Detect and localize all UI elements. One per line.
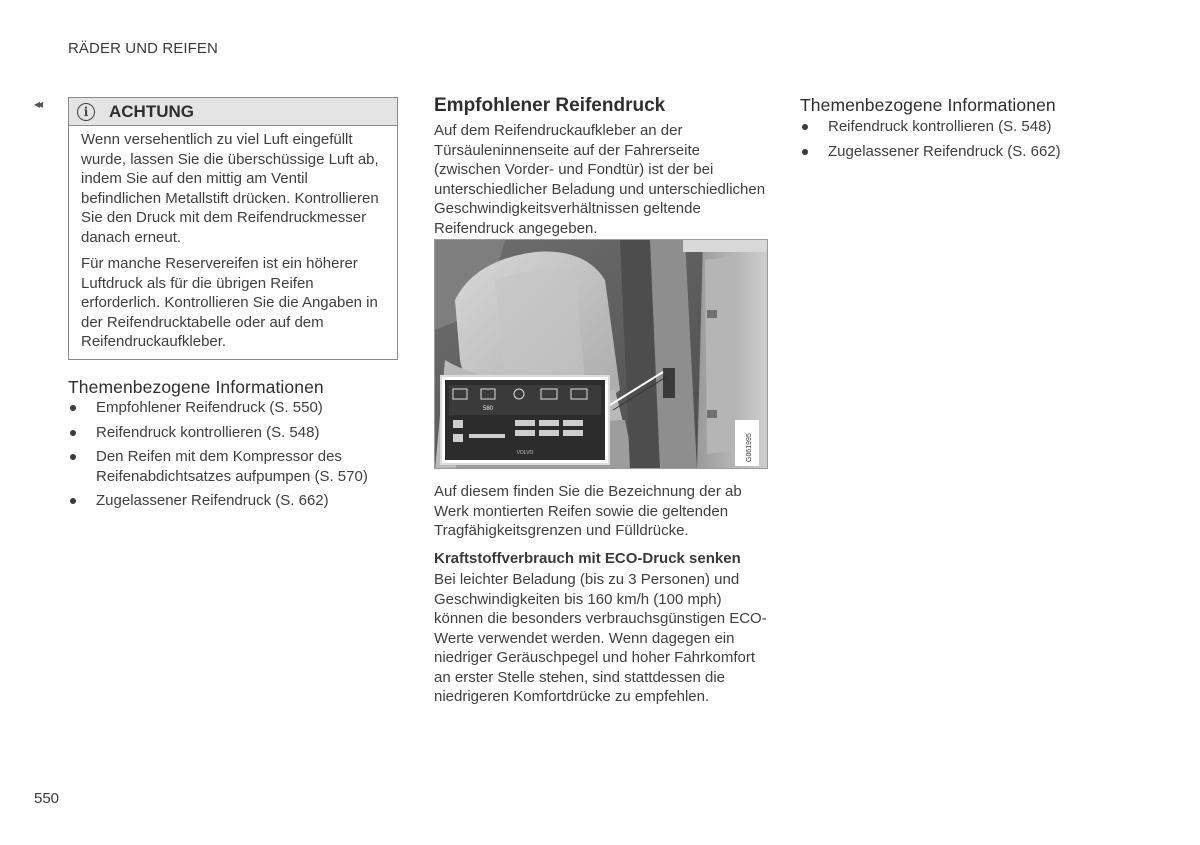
warning-header: [69, 98, 397, 126]
page-header: RÄDER UND REIFEN: [68, 40, 218, 57]
brand-text: VOLVO: [516, 450, 534, 456]
left-related-heading: Themenbezogene Informationen: [68, 377, 324, 397]
page-number: 550: [34, 790, 60, 807]
pillar-sticker-location: [663, 368, 675, 398]
image-code: G061995: [746, 433, 753, 462]
warning-box: [68, 97, 398, 360]
related-link[interactable]: Empfohlener Reifendruck (S. 550): [68, 398, 401, 418]
figure-caption-paragraph: Auf diesem finden Sie die Bezeichnung der ab Werk montierten Reifen sowie die geltenden Tragfähigkeitsgrenzen und Fülldrücke.: [434, 483, 742, 539]
right-related-heading: Themenbezogene Informationen: [800, 95, 1056, 115]
door-pillar-illustration: [435, 240, 768, 469]
warning-body: [69, 126, 397, 352]
section-title: Empfohlener Reifendruck: [434, 95, 666, 116]
related-link[interactable]: Zugelassener Reifendruck (S. 662): [68, 491, 401, 511]
right-related-list: [800, 117, 1130, 166]
left-related-list: [68, 398, 401, 516]
related-link[interactable]: Reifendruck kontrollieren (S. 548): [68, 423, 401, 443]
related-link[interactable]: Reifendruck kontrollieren (S. 548): [800, 117, 1130, 137]
related-link[interactable]: Den Reifen mit dem Kompressor des Reifenabdichtsatzes aufpumpen (S. 570): [68, 447, 401, 486]
label-code-text: 580: [482, 406, 494, 412]
related-link[interactable]: Zugelassener Reifendruck (S. 662): [800, 142, 1130, 162]
warning-paragraph: Wenn versehentlich zu viel Luft eingefüllt wurde, lassen Sie die überschüssige Luft ab, indem Sie auf den mittig am Ventil befindlichen Metallstift drücken. Kontrollieren Sie den Druck mit dem Reifendruckmesser danach erneut.: [81, 131, 379, 246]
continuation-marker-icon: ◂◂: [34, 97, 41, 111]
info-icon: i: [77, 103, 95, 121]
eco-paragraph: Bei leichter Beladung (bis zu 3 Personen) und Geschwindigkeiten bis 160 km/h (100 mph) können die besonders verbrauchsgünstigen ECO-Werte verwendet werden. Wenn dagegen ein niedriger Geräuschpegel und hoher Fahrkomfort an erster Stelle stehen, sind stattdessen die niedrigeren Komfortdrücke zu empfehlen.: [434, 571, 767, 705]
eco-heading: Kraftstoffverbrauch mit ECO-Druck senken: [434, 550, 741, 567]
door-pillar-photo: [434, 239, 768, 469]
warning-paragraph: Für manche Reservereifen ist ein höherer Luftdruck als für die übrigen Reifen erforderlich. Kontrollieren Sie die Angaben in der Reifendrucktabelle oder auf dem Reifendruckaufkleber.: [81, 255, 378, 350]
intro-paragraph: Auf dem Reifendruckaufkleber an der Türsäuleninnenseite auf der Fahrerseite (zwischen Vorder- und Fondtür) ist der bei unterschiedlicher Beladung und unterschiedlichen Geschwindigkeitsverhältnissen geltende Reifendruck angegeben.: [434, 122, 766, 237]
warning-title: ACHTUNG: [109, 101, 194, 121]
